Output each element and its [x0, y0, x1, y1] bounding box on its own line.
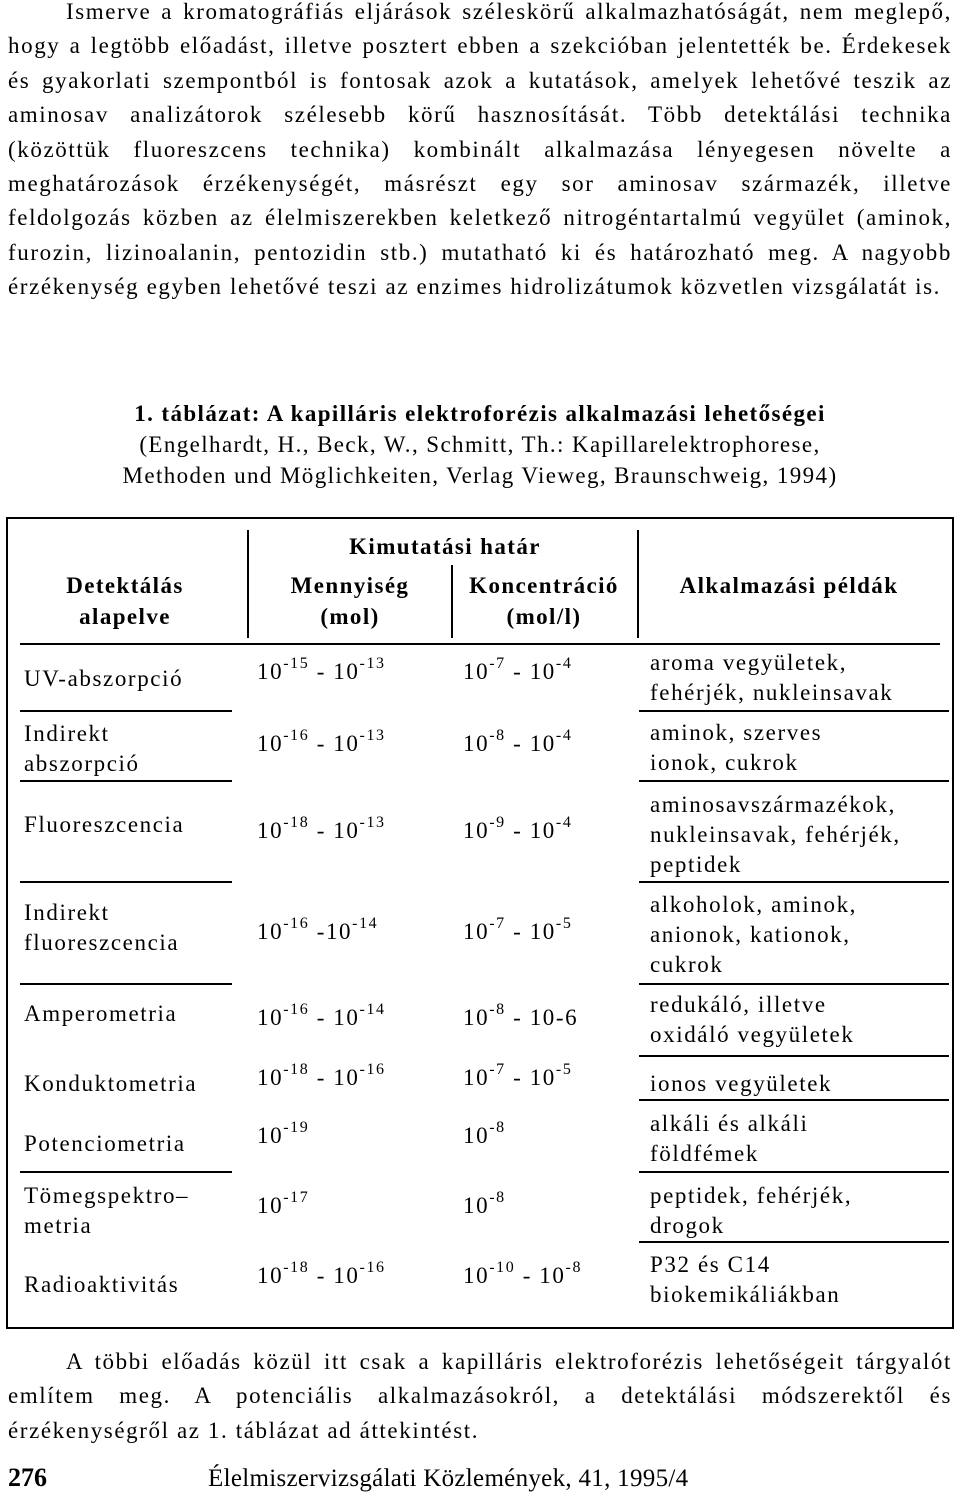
text-line: (mol/l) — [506, 604, 582, 629]
text-line: aminosavszármazékok, — [650, 792, 896, 817]
row-separator — [639, 1055, 949, 1057]
text-line: földfémek — [650, 1141, 759, 1166]
row-separator — [20, 1171, 232, 1173]
text-line: nukleinsavak, fehérjék, — [650, 822, 901, 847]
row-separator — [639, 710, 949, 712]
row-principle — [24, 1270, 244, 1300]
text-line: ionos vegyületek — [650, 1071, 833, 1096]
row-separator — [639, 1171, 949, 1173]
row-concentration: $10^{-10} - 10^{-8}$ — [463, 1259, 583, 1288]
header-divider-left — [247, 530, 249, 638]
header-examples: Alkalmazási példák — [679, 573, 899, 598]
row-concentration: $10^{-7} - 10^{-4}$ — [463, 655, 573, 684]
row-amount: $10^{-18} - 10^{-13}$ — [257, 814, 386, 843]
text-line: alkáli és alkáli — [650, 1111, 809, 1136]
text-line: ionok, cukrok — [650, 750, 799, 775]
row-separator — [639, 1241, 949, 1243]
text-line: Detektálás — [66, 573, 184, 598]
row-amount: $10^{-15} - 10^{-13}$ — [257, 655, 386, 684]
row-principle — [24, 898, 244, 958]
row-separator — [20, 780, 232, 782]
row-examples — [650, 890, 950, 980]
table-border-top — [6, 517, 952, 519]
text-line: peptidek, fehérjék, — [650, 1183, 853, 1208]
text-line: abszorpció — [24, 751, 140, 776]
row-separator — [639, 1099, 949, 1101]
text-line: Mennyiség — [290, 573, 410, 598]
row-concentration: $10^{-7} - 10^{-5}$ — [463, 915, 573, 944]
row-principle — [24, 1181, 244, 1241]
row-amount: $10^{-16} - 10^{-13}$ — [257, 727, 386, 756]
row-concentration: $10^{-8}$ — [463, 1189, 506, 1218]
text-line: fluoreszcencia — [24, 930, 180, 955]
text-line: UV-abszorpció — [24, 666, 184, 691]
row-examples — [650, 1069, 950, 1099]
row-concentration: $10^{-8}$ — [463, 1119, 506, 1148]
text-line: Potenciometria — [24, 1131, 186, 1156]
text-line: aminok, szerves — [650, 720, 823, 745]
row-examples — [650, 1181, 950, 1241]
table-border-right — [952, 517, 954, 1329]
row-examples — [650, 990, 950, 1050]
text-line: Tömegspektro– — [24, 1183, 190, 1208]
text-line: P32 és C14 — [650, 1252, 771, 1277]
text-line: peptidek — [650, 852, 742, 877]
row-concentration: $10^{-8} - 10-6$ — [463, 1001, 579, 1030]
text-line: Indirekt — [24, 721, 110, 746]
text-line: metria — [24, 1213, 93, 1238]
row-examples — [650, 1250, 950, 1310]
text-line: drogok — [650, 1213, 725, 1238]
page-number: 276 — [8, 1463, 47, 1492]
row-principle — [24, 664, 244, 694]
journal-name: Élelmiszervizsgálati Közlemények, 41, 1995/4 — [208, 1465, 689, 1492]
header-separator — [20, 643, 940, 645]
text-line: cukrok — [650, 952, 724, 977]
text-line: Koncentráció — [469, 573, 619, 598]
text-line: biokemikáliákban — [650, 1282, 841, 1307]
row-principle — [24, 810, 244, 840]
row-principle — [24, 1129, 244, 1159]
text-line: Fluoreszcencia — [24, 812, 185, 837]
text-line: oxidáló vegyületek — [650, 1022, 855, 1047]
text-line: aroma vegyületek, — [650, 650, 848, 675]
row-principle — [24, 1069, 244, 1099]
row-separator — [639, 983, 949, 985]
row-amount: $10^{-19}$ — [257, 1119, 310, 1148]
text-line: Konduktometria — [24, 1071, 198, 1096]
text-line: (mol) — [320, 604, 380, 629]
row-amount: $10^{-18} - 10^{-16}$ — [257, 1259, 386, 1288]
closing-paragraph: A többi előadás közül itt csak a kapilláris elektroforézis lehetőségeit tárgyalót említem meg. A potenciális alkalmazásokról, a detektálási módszerektől és érzékenységről az 1. táblázat ad áttekintést. — [8, 1349, 952, 1443]
header-amount — [250, 570, 450, 632]
text-line: Indirekt — [24, 900, 110, 925]
row-principle — [24, 999, 244, 1029]
row-concentration: $10^{-7} - 10^{-5}$ — [463, 1061, 573, 1090]
header-detection-limit: Kimutatási határ — [349, 534, 541, 559]
row-amount: $10^{-17}$ — [257, 1189, 310, 1218]
table-border-left — [6, 517, 8, 1329]
text-line: redukáló, illetve — [650, 992, 827, 1017]
table-caption-title: 1. táblázat: A kapilláris elektroforézis alkalmazási lehetőségei — [134, 401, 826, 426]
row-separator — [639, 780, 949, 782]
row-separator — [20, 710, 232, 712]
row-separator — [639, 881, 949, 883]
table-caption-source-2: Methoden und Möglichkeiten, Verlag Vieweg, Braunschweig, 1994) — [122, 463, 838, 488]
row-separator — [20, 881, 232, 883]
row-separator — [20, 983, 232, 985]
row-amount: $10^{-18} - 10^{-16}$ — [257, 1061, 386, 1090]
row-amount: $10^{-16} - 10^{-14}$ — [257, 1001, 386, 1030]
table-border-bottom — [6, 1327, 952, 1329]
text-line: Radioaktivitás — [24, 1272, 180, 1297]
text-line: Amperometria — [24, 1001, 178, 1026]
row-principle — [24, 719, 244, 779]
text-line: anionok, kationok, — [650, 922, 851, 947]
text-line: alapelve — [79, 604, 171, 629]
text-line: fehérjék, nukleinsavak — [650, 680, 894, 705]
header-concentration — [451, 570, 637, 632]
row-concentration: $10^{-8} - 10^{-4}$ — [463, 727, 573, 756]
row-examples — [650, 790, 950, 880]
row-examples — [650, 648, 950, 708]
row-examples — [650, 1109, 950, 1169]
row-amount: $10^{-16}$ $-10^{-14}$ — [257, 915, 379, 944]
row-examples — [650, 718, 950, 778]
intro-paragraph: Ismerve a kromatográfiás eljárások széleskörű alkalmazhatóságát, nem meglepő, hogy a legtöbb előadást, illetve posztert ebben a szekcióban jelentették be. Érdekesek és gyakorlati szempontból is fontosak azok a kutatások, amelyek lehetővé teszik az aminosav analizátorok szélesebb körű hasznosítását. Több detektálási technika (közöttük fluoreszcens technika) kombinált alkalmazása lényegesen növelte a meghatározások érzékenységét, másrészt egy sor aminosav származék, illetve feldolgozás közben az élelmiszerekben keletkező nitrogéntartalmú vegyület (aminok, furozin, lizinoalanin, pentozidin stb.) mutatható ki és határozható meg. A nagyobb érzékenység egyben lehetővé teszi az enzimes hidrolizátumok közvetlen vizsgálatát is. — [8, 0, 952, 300]
row-concentration: $10^{-9} - 10^{-4}$ — [463, 814, 573, 843]
table-caption-source-1: (Engelhardt, H., Beck, W., Schmitt, Th.: Kapillarelektrophorese, — [139, 432, 821, 457]
text-line: alkoholok, aminok, — [650, 892, 858, 917]
header-principle — [20, 570, 230, 632]
